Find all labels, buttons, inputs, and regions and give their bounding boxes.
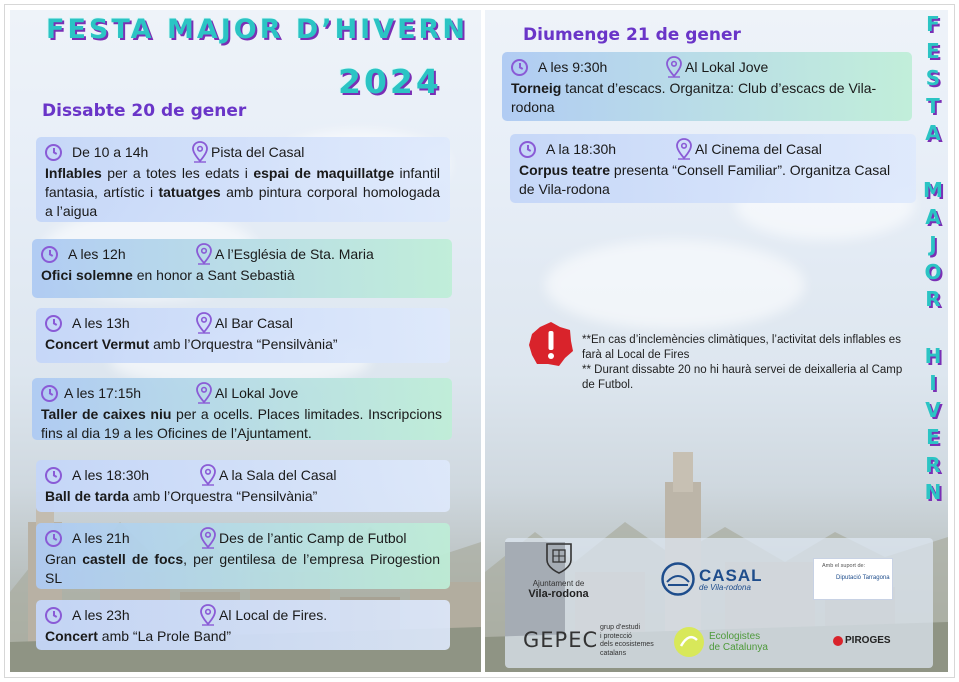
body-text: amb pintura corporal homologada a l’aigua — [45, 184, 440, 219]
event-card — [502, 52, 912, 121]
gepec-description — [600, 624, 654, 658]
event-description — [45, 627, 440, 646]
event-place: Pista del Casal — [211, 143, 305, 160]
vertical-letter: A — [925, 120, 941, 145]
event-description — [511, 79, 902, 117]
vertical-gap — [920, 150, 946, 180]
ecologistes-line: Ecologistes — [709, 631, 761, 642]
clock-icon — [41, 385, 58, 402]
location-pin-icon — [196, 382, 212, 404]
cloud-decoration — [545, 240, 805, 330]
vertical-title — [920, 14, 946, 509]
event-description — [45, 550, 440, 588]
clock-icon — [45, 315, 62, 332]
gepec-desc-line: catalans — [600, 649, 627, 657]
casal-emblem-icon — [661, 562, 695, 596]
body-text: amb “La Prole Band” — [97, 628, 231, 644]
event-time: De 10 a 14h — [72, 143, 149, 160]
event-place: Al Cinema del Casal — [695, 140, 822, 157]
event-card — [32, 239, 452, 298]
body-text: Gran — [45, 551, 83, 567]
body-text: presenta “Consell Familiar”. Organitza Casal de Vila-rodona — [519, 162, 891, 197]
vertical-letter: S — [925, 66, 941, 91]
vertical-letter: N — [924, 479, 942, 504]
gepec-logo: GEPEC — [523, 628, 599, 652]
diputacio-logo — [813, 558, 893, 600]
location-pin-icon — [666, 56, 682, 78]
event-time: A les 12h — [68, 245, 126, 262]
location-pin-icon — [196, 243, 212, 265]
sponsor-logos-panel — [505, 538, 933, 668]
vertical-letter: T — [926, 93, 940, 118]
notice-line: ** Durant dissabte 20 no hi haurà servei de deixalleria al Camp de Futbol. — [582, 364, 903, 391]
vertical-letter: R — [925, 286, 941, 311]
event-time: A les 13h — [72, 314, 130, 331]
casal-name: CASAL — [699, 565, 763, 585]
highlight-text: Ball de tarda — [45, 488, 130, 504]
saturday-heading: Dissabte 20 de gener — [42, 101, 247, 121]
highlight-text: Ofici solemne — [41, 267, 133, 283]
ecologistes-emblem-icon — [673, 626, 705, 658]
vertical-letter: E — [926, 39, 940, 64]
highlight-text: Inflables — [45, 165, 102, 181]
event-place: A l’Església de Sta. Maria — [215, 245, 374, 262]
body-text: , per gentilesa de l’empresa Pirogestion SL — [45, 551, 441, 586]
clock-icon — [41, 246, 58, 263]
clock-icon — [511, 59, 528, 76]
vertical-letter: M — [923, 177, 943, 202]
event-time: A les 21h — [72, 529, 130, 546]
gepec-desc-line: i protecció — [600, 632, 632, 640]
highlight-text: tatuatges — [158, 184, 221, 200]
location-pin-icon — [192, 141, 208, 163]
event-card — [36, 460, 450, 512]
event-description — [45, 335, 440, 354]
event-description — [45, 487, 440, 506]
event-time: A les 9:30h — [538, 58, 608, 75]
event-place: Al Lokal Jove — [215, 384, 299, 401]
gepec-desc-line: grup d’estudi — [600, 624, 641, 631]
body-text: tancat d’escacs. Organitza: Club d’escacs de Vila-rodona — [511, 80, 877, 115]
ecologistes-line: de Catalunya — [709, 642, 768, 653]
clock-icon — [45, 467, 62, 484]
highlight-text: Corpus teatre — [519, 162, 611, 178]
ajuntament-logo — [521, 542, 596, 600]
vertical-letter: H — [924, 343, 942, 368]
event-place: Al Lokal Jove — [685, 58, 769, 75]
vertical-letter: O — [924, 259, 942, 284]
body-text: amb l’Orquestra “Pensilvània” — [129, 488, 318, 504]
location-pin-icon — [200, 464, 216, 486]
body-text: per a totes les edats i — [101, 165, 254, 181]
exclamation-warning-icon — [527, 320, 575, 368]
event-description — [45, 164, 440, 221]
event-place: Al Local de Fires. — [219, 606, 328, 623]
event-time: A la 18:30h — [546, 140, 617, 157]
sunday-heading: Diumenge 21 de gener — [523, 25, 741, 45]
event-card — [510, 134, 916, 203]
highlight-text: Torneig — [511, 80, 562, 96]
body-text: en honor a Sant Sebastià — [132, 267, 295, 283]
coat-of-arms-icon — [545, 542, 573, 574]
event-place: Des de l’antic Camp de Futbol — [219, 529, 407, 546]
clock-icon — [45, 530, 62, 547]
highlight-text: Concert — [45, 628, 98, 644]
ajuntament-big: Vila-rodona — [528, 588, 589, 600]
body-text: amb l’Orquestra “Pensilvània” — [149, 336, 338, 352]
highlight-text: espai de maquillatge — [253, 165, 395, 181]
ajuntament-small: Ajuntament de — [532, 579, 585, 588]
location-pin-icon — [196, 312, 212, 334]
left-page — [10, 10, 481, 672]
event-description — [41, 405, 442, 443]
event-time: A les 18:30h — [72, 466, 150, 483]
event-card — [36, 137, 450, 222]
event-time: A les 17:15h — [64, 384, 142, 401]
location-pin-icon — [200, 604, 216, 626]
event-place: Al Bar Casal — [215, 314, 293, 331]
vertical-letter: E — [926, 425, 940, 450]
suport-label: Amb el suport de: — [822, 563, 866, 569]
body-text: infantil fantasia, artístic i — [45, 165, 440, 200]
event-card — [36, 308, 450, 363]
body-text: per a ocells. Places limitades. Inscripcions fins al dia 19 a les Oficines de l’Ajuntament. — [41, 406, 442, 441]
event-card — [32, 378, 452, 440]
piroges-name: PIROGES — [845, 635, 891, 646]
gepec-desc-line: dels ecosistemes — [600, 641, 654, 648]
clock-icon — [519, 141, 536, 158]
event-place: A la Sala del Casal — [219, 466, 337, 483]
highlight-text: Taller de caixes niu — [41, 406, 172, 422]
vertical-letter: R — [925, 452, 941, 477]
event-description — [519, 161, 906, 199]
vertical-letter: I — [929, 371, 937, 396]
highlight-text: castell de focs — [82, 551, 184, 567]
highlight-text: Concert Vermut — [45, 336, 150, 352]
vertical-gap — [920, 316, 946, 346]
right-page — [485, 10, 948, 672]
piroges-logo — [833, 635, 891, 646]
festival-year: 2024 — [338, 62, 442, 101]
vertical-letter: A — [925, 205, 941, 230]
vertical-letter: F — [926, 12, 940, 36]
event-card — [36, 523, 450, 589]
location-pin-icon — [676, 138, 692, 160]
clock-icon — [45, 607, 62, 624]
diputacio-name: Diputació Tarragona — [836, 575, 890, 581]
ecologistes-logo — [673, 626, 768, 658]
location-pin-icon — [200, 527, 216, 549]
notice-line: **En cas d’inclemències climàtiques, l’activitat dels inflables es farà al Local de Fires — [582, 334, 901, 361]
piroges-dot-icon — [833, 636, 843, 646]
clock-icon — [45, 144, 62, 161]
event-card — [36, 600, 450, 650]
festival-title: FESTA MAJOR D’HIVERN — [46, 14, 468, 45]
event-time: A les 23h — [72, 606, 130, 623]
vertical-letter: J — [929, 232, 937, 257]
casal-logo — [661, 562, 763, 596]
vertical-letter: V — [925, 398, 941, 423]
casal-town: de Vila-rodona — [699, 582, 751, 592]
weather-notice — [582, 333, 912, 393]
event-description — [41, 266, 442, 285]
